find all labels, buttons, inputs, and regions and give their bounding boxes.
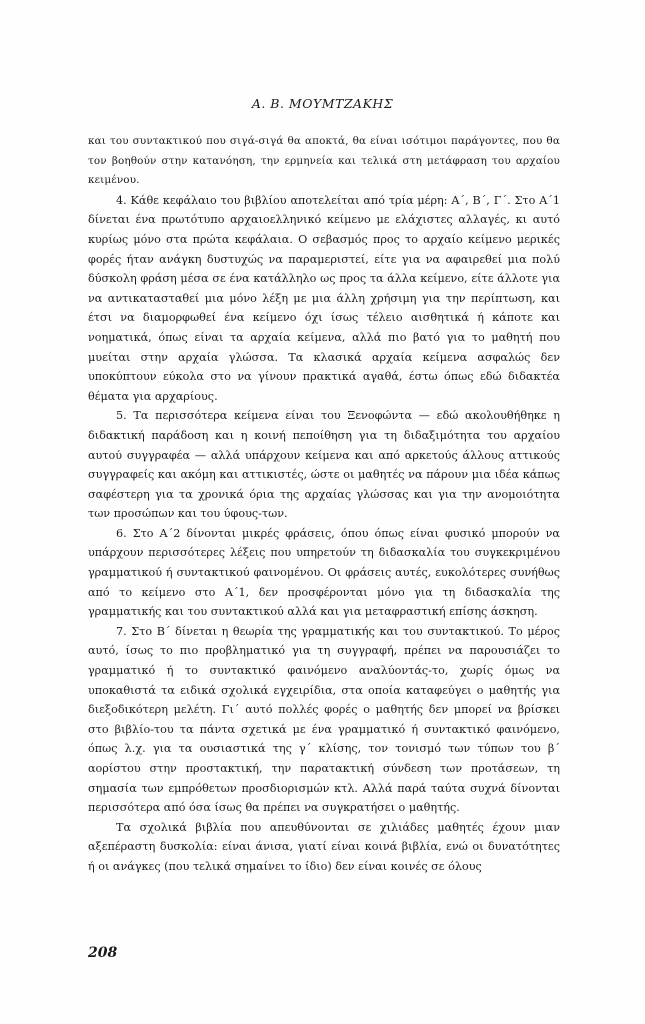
paragraph-5: 5. Τα περισσότερα κείμενα είναι του Ξενοφώντα — εδώ ακολουθήθηκε η διδακτική παράδοση και η κοινή πεποίθηση για τη διδαξιμότητα του αρχαίου αυτού συγγραφέα — αλλά υπάρχουν κείμενα και από αρκετούς άλλους αττικούς συγγραφείς και ακόμη και αττικιστές, ώστε οι μαθητές να πάρουν μια ιδέα κάπως σαφέστερη για τα χρονικά όρια της αρχαίας γλώσσας και για την ανομοιότητα των προσώπων και του ύφους-των. — [88, 409, 560, 521]
page-number: 208 — [88, 945, 118, 961]
paragraph-6: 6. Στο Α΄2 δίνονται μικρές φράσεις, όπου όπως είναι φυσικό μπορούν να υπάρχουν περισσότερες λέξεις που υπηρετούν τη διδασκαλία του συγκεκριμένου γραμματικού ή συντακτικού φαινομένου. Οι φράσεις αυτές, ευκολότερες συνήθως από το κείμενο στο Α΄1, δεν προσφέρονται μόνο για τη διδασκαλία της γραμματικής και του συντακτικού αλλά και για μεταφραστική επίσης άσκηση. — [88, 526, 560, 619]
paragraph-4: 4. Κάθε κεφάλαιο του βιβλίου αποτελείται από τρία μέρη: Α΄, Β΄, Γ΄. Στο Α΄1 δίνεται ένα πρωτότυπο αρχαιοελληνικό κείμενο με ελάχιστες αλλαγές, κι αυτό κυρίως μόνο στα πρώτα κεφάλαια. Ο σεβασμός προς το αρχαίο κείμενο μερικές φορές ήταν ανάγκη δυστυχώς να παραμεριστεί, είτε για να αφαιρεθεί μια πολύ δύσκολη φράση μέσα σε ένα κατάλληλο ως προς τα άλλα κείμενο, είτε άλλοτε για να αντικατασταθεί μια μόνο λέξη με μια άλλη χρήσιμη για την περίπτωση, και έτσι να διαμορφωθεί ένα κείμενο όχι ίσως τέλειο αισθητικά ή κάποτε και νοηματικά, όπως είναι τα αρχαία κείμενα, αλλά πιο βατό για το μαθητή που μυείται στην αρχαία γλώσσα. Τα κλασικά αρχαία κείμενα ασφαλώς δεν υποκύπτουν εύκολα στο να γίνουν πρακτικά αγαθά, έστω όπως εδώ διδακτέα θέματα για αρχαρίους. — [88, 193, 560, 403]
paragraph-continuation: και του συντακτικού που σιγά-σιγά θα αποκτά, θα είναι ισότιμοι παράγοντες, που θα τον βοηθούν στην κατανόηση, την ερμηνεία και τελικά στη μετάφραση του αρχαίου κειμένου. — [88, 135, 560, 187]
paragraph-7: 7. Στο Β΄ δίνεται η θεωρία της γραμματικής και του συντακτικού. Το μέρος αυτό, ίσως το πιο προβληματικό για τη συγγραφή, πρέπει να παρουσιάζει το γραμματικό ή το συντακτικό φαινόμενο αναλύοντάς-το, χωρίς όμως να υποκαθιστά τα ειδικά σχολικά εγχειρίδια, στα οποία καταφεύγει ο μαθητής για διεξοδικότερη μελέτη. Γι΄ αυτό πολλές φορές ο μαθητής δεν μπορεί να βρίσκει στο βιβλίο-του τα πάντα σχετικά με ένα γραμματικό ή συντακτικό φαινόμενο, όπως λ.χ. για τα ουσιαστικά της γ΄ κλίσης, τον τονισμό των τύπων του β΄ αορίστου στην προστακτική, την παρατακτική σύνδεση των προτάσεων, τη σημασία των εμπρόθετων προσδιορισμών κτλ. Αλλά παρά ταύτα συχνά δίνονται περισσότερα από όσα ίσως θα πρέπει να συγκρατήσει ο μαθητής. — [88, 624, 560, 815]
running-head: Α. Β. ΜΟΥΜΤΖΑΚΗΣ — [251, 96, 394, 111]
paragraph-8: Τα σχολικά βιβλία που απευθύνονται σε χιλιάδες μαθητές έχουν μιαν αξεπέραστη δυσκολία: είναι άνισα, γιατί είναι κοινά βιβλία, ενώ οι δυνατότητες ή οι ανάγκες (που τελικά σημαίνει το ίδιο) δεν είναι κοινές σε όλους — [88, 820, 560, 873]
body-text — [88, 132, 560, 877]
